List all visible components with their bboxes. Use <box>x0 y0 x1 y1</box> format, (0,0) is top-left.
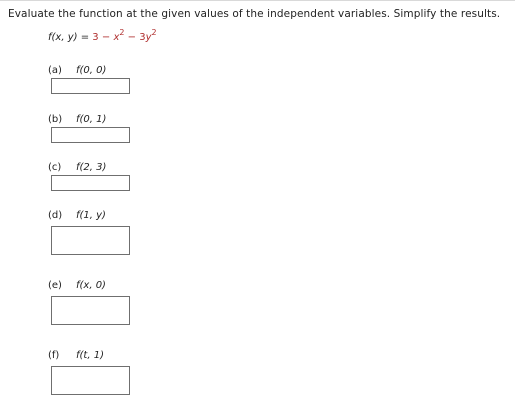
part-a-answer-input[interactable] <box>51 78 130 94</box>
part-e-label <box>48 280 106 291</box>
y-variable: y <box>145 32 152 43</box>
part-f-letter: (f) <box>48 350 60 361</box>
part-c-letter: (c) <box>48 162 62 173</box>
x-variable: x <box>113 32 120 43</box>
top-divider <box>0 0 515 1</box>
part-b-answer-input[interactable] <box>51 127 130 143</box>
y-exponent: 2 <box>151 27 157 37</box>
part-b-expression: f(0, 1) <box>76 114 107 125</box>
part-c-answer-input[interactable] <box>51 175 130 191</box>
part-a-letter: (a) <box>48 65 62 76</box>
part-d-expression: f(1, y) <box>76 210 106 221</box>
part-a-expression: f(0, 0) <box>76 65 107 76</box>
part-a-label <box>48 65 106 76</box>
part-c-expression: f(2, 3) <box>76 162 107 173</box>
part-f-label <box>48 350 104 361</box>
part-e-expression: f(x, 0) <box>76 280 106 291</box>
minus-sign-1: − <box>101 32 111 43</box>
part-e-letter: (e) <box>48 280 62 291</box>
part-d-letter: (d) <box>48 210 63 221</box>
x-exponent: 2 <box>119 27 125 37</box>
y-coefficient: 3 <box>139 32 146 43</box>
function-definition <box>48 27 157 43</box>
part-e-answer-input[interactable] <box>51 296 130 325</box>
part-b-label <box>48 114 106 125</box>
function-lhs: f(x, y) <box>48 32 78 43</box>
function-rhs <box>92 27 157 43</box>
instructions-text: Evaluate the function at the given values of the independent variables. Simplify the results. <box>8 8 501 20</box>
part-b-letter: (b) <box>48 114 63 125</box>
constant-term: 3 <box>92 32 99 43</box>
equals-sign: = <box>80 32 90 43</box>
part-f-expression: f(t, 1) <box>76 350 104 361</box>
minus-sign-2: − <box>127 32 137 43</box>
part-c-label <box>48 162 106 173</box>
part-d-answer-input[interactable] <box>51 226 130 255</box>
part-d-label <box>48 210 106 221</box>
part-f-answer-input[interactable] <box>51 366 130 395</box>
